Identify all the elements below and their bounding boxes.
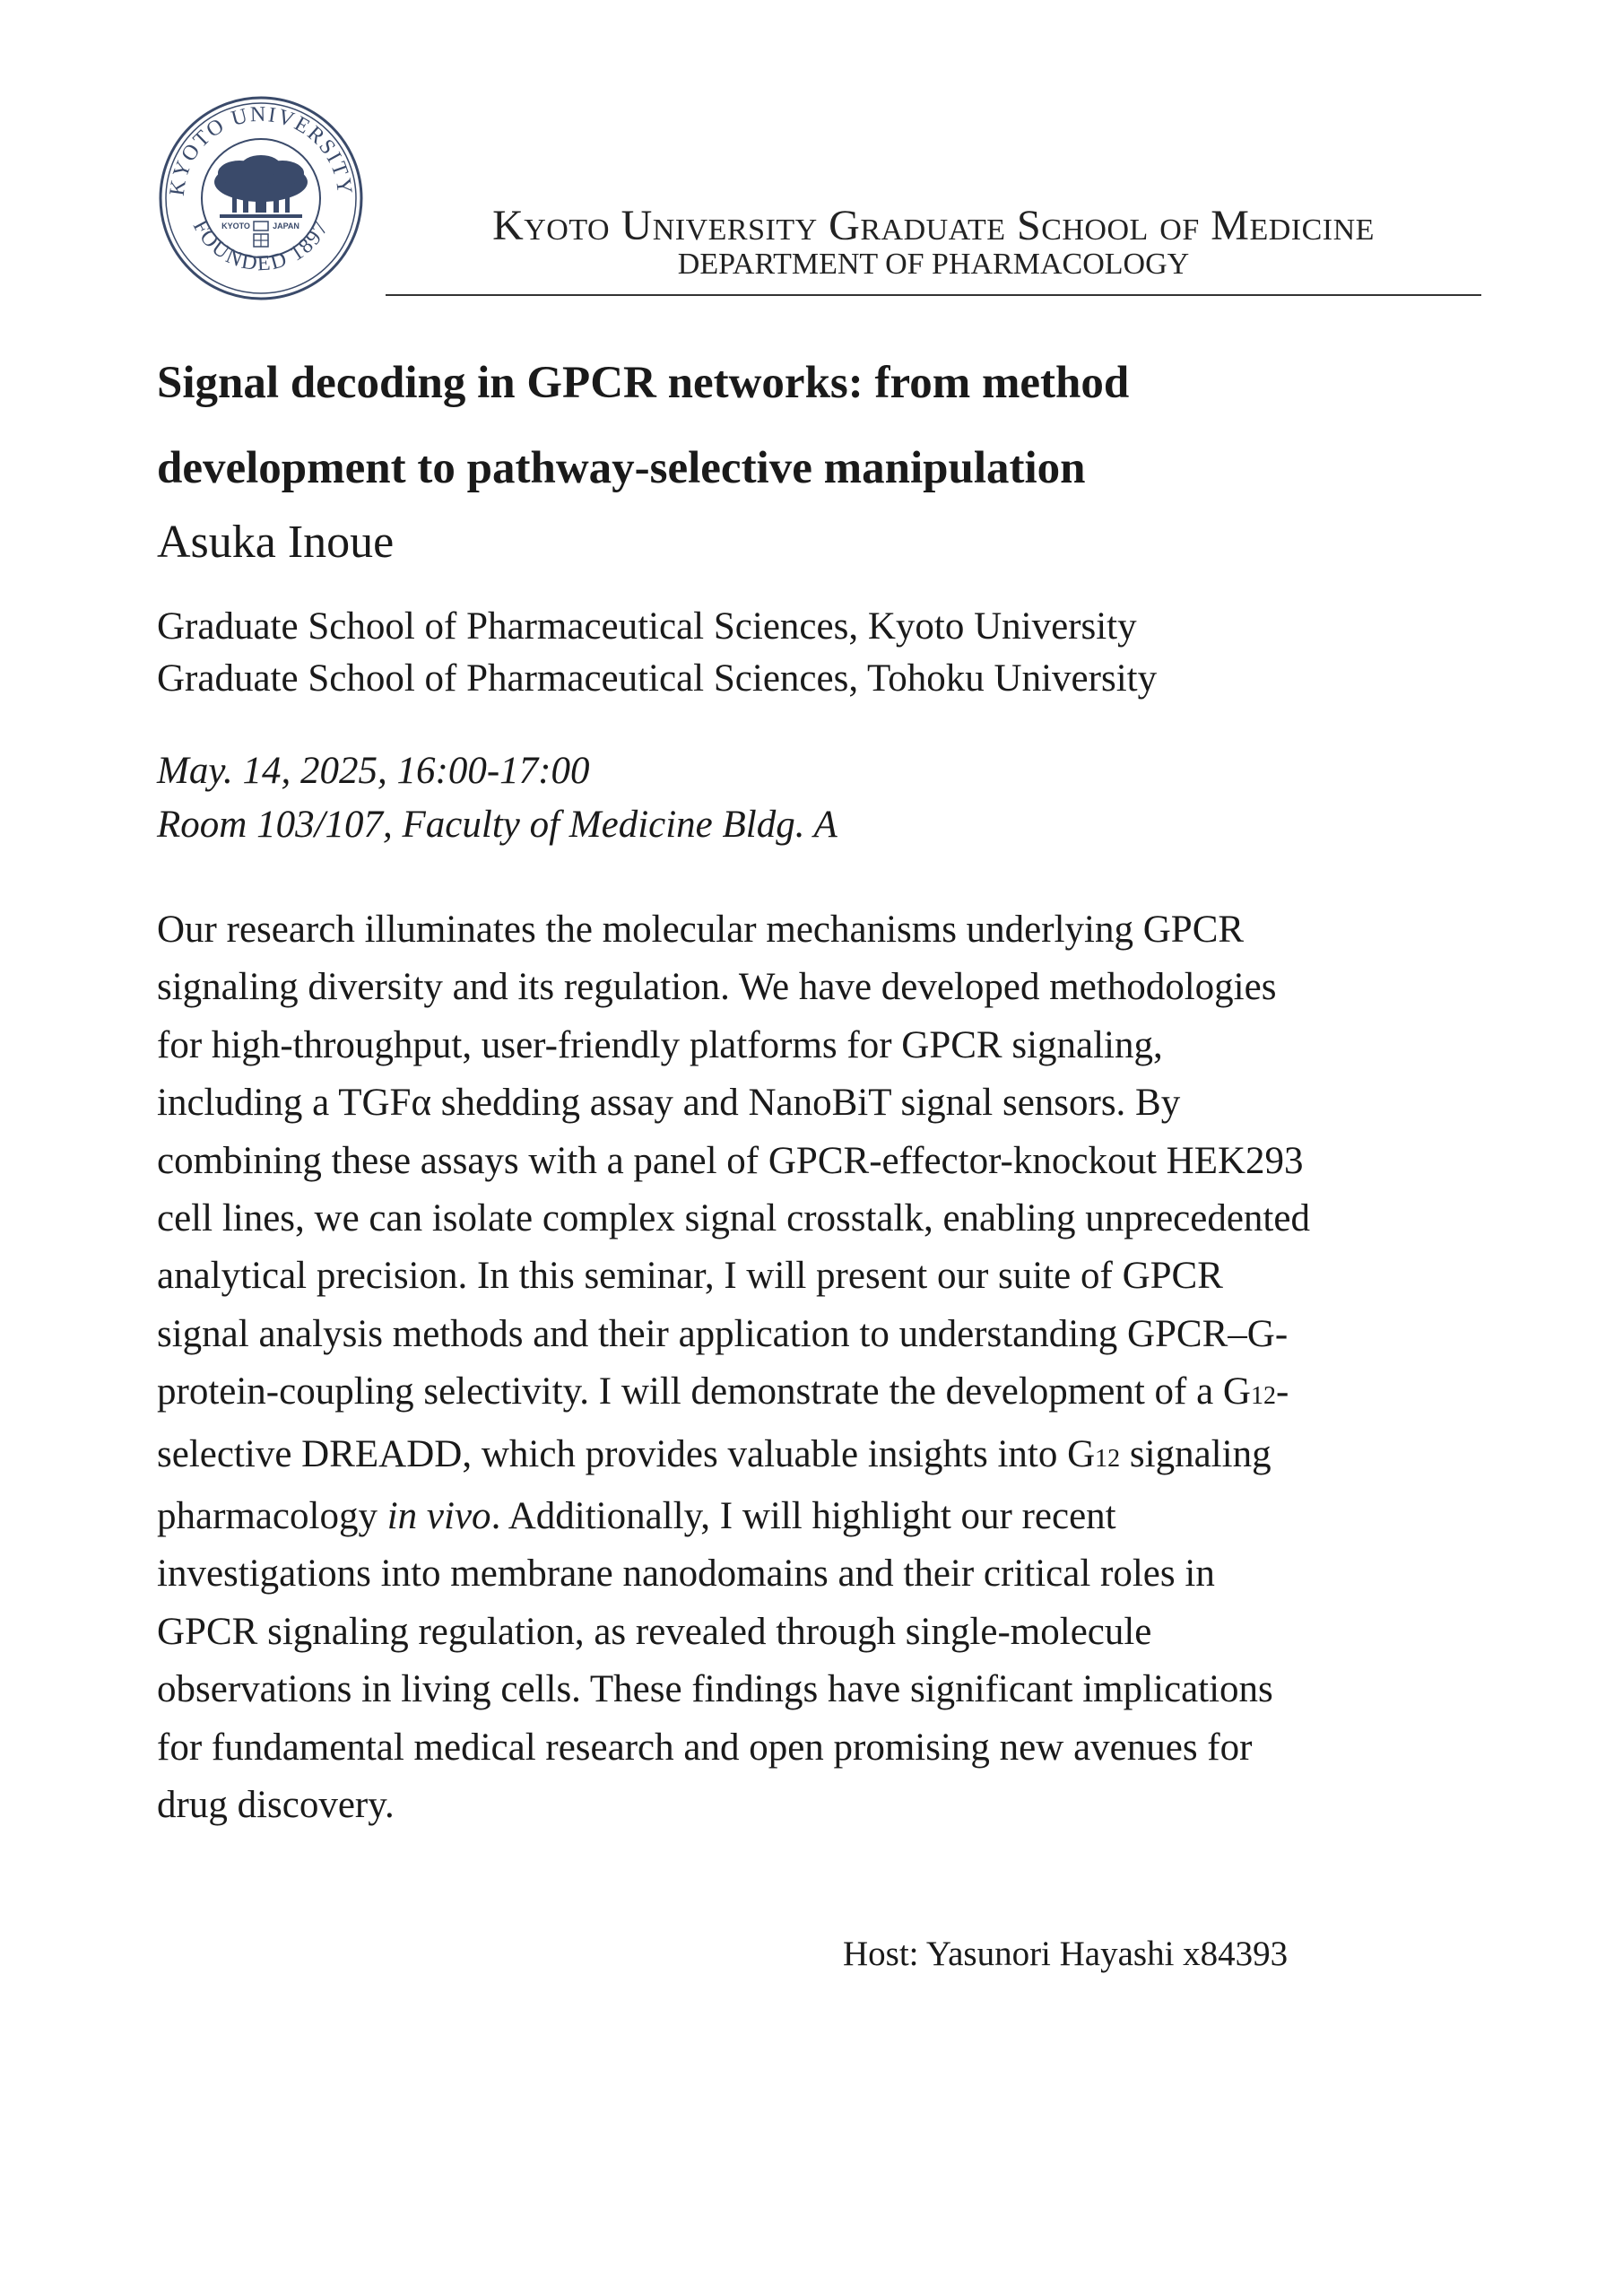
svg-text:KYOTO: KYOTO bbox=[221, 222, 250, 230]
seal-graphic bbox=[157, 94, 365, 302]
affiliation-2: Graduate School of Pharmaceutical Sciences, Tohoku University bbox=[157, 657, 1158, 700]
affiliation-1: Graduate School of Pharmaceutical Sciences, Kyoto University bbox=[157, 605, 1137, 648]
abstract-text-fragment: pharmacology bbox=[157, 1495, 387, 1538]
abstract-line: drug discovery. bbox=[157, 1784, 395, 1827]
flyer-header bbox=[386, 204, 1481, 296]
abstract-text-fragment: signaling bbox=[1120, 1432, 1271, 1475]
abstract-line: signal analysis methods and their application to understanding GPCR–G- bbox=[157, 1312, 1289, 1355]
kyoto-university-seal-logo bbox=[157, 94, 365, 302]
abstract-text-fragment: . Additionally, I will highlight our recent bbox=[490, 1495, 1116, 1538]
department-name: DEPARTMENT OF PHARMACOLOGY bbox=[677, 248, 1190, 281]
abstract-line: investigations into membrane nanodomains and their critical roles in bbox=[157, 1552, 1215, 1596]
host-contact: Host: Yasunori Hayashi x84393 bbox=[843, 1935, 1289, 1973]
abstract-line bbox=[157, 1426, 1475, 1488]
abstract-text bbox=[157, 901, 1475, 1835]
abstract-text-fragment: selective DREADD, which provides valuable insights into G bbox=[157, 1432, 1096, 1475]
abstract-text-fragment: protein-coupling selectivity. I will demonstrate the development of a G bbox=[157, 1370, 1251, 1413]
subscript: 12 bbox=[1095, 1444, 1121, 1473]
abstract-line: combining these assays with a panel of GPCR-effector-knockout HEK293 bbox=[157, 1139, 1304, 1182]
institution-name: Kyoto University Graduate School of Medicine bbox=[492, 202, 1375, 249]
svg-text:JAPAN: JAPAN bbox=[273, 222, 299, 230]
abstract-line: including a TGFα shedding assay and NanoBiT signal sensors. By bbox=[157, 1082, 1181, 1125]
speaker-name: Asuka Inoue bbox=[157, 517, 395, 568]
event-venue: Room 103/107, Faculty of Medicine Bldg. A bbox=[157, 804, 838, 846]
event-info bbox=[157, 744, 838, 852]
svg-text:KYOTO UNIVERSITY: KYOTO UNIVERSITY bbox=[165, 102, 357, 197]
speaker-affiliations bbox=[157, 601, 1157, 705]
svg-text:FOUNDED 1897: FOUNDED 1897 bbox=[187, 216, 334, 276]
abstract-line: analytical precision. In this seminar, I will present our suite of GPCR bbox=[157, 1255, 1223, 1298]
talk-title bbox=[157, 341, 1457, 511]
abstract-line: GPCR signaling regulation, as revealed through single-molecule bbox=[157, 1610, 1152, 1653]
abstract-line: Our research illuminates the molecular mechanisms underlying GPCR bbox=[157, 909, 1245, 951]
abstract-line: for high-throughput, user-friendly platforms for GPCR signaling, bbox=[157, 1023, 1163, 1066]
abstract-line bbox=[157, 1488, 1475, 1545]
italic-term: in vivo bbox=[386, 1495, 491, 1538]
event-datetime: May. 14, 2025, 16:00-17:00 bbox=[157, 750, 590, 792]
talk-title-line-1: Signal decoding in GPCR networks: from method bbox=[157, 358, 1130, 408]
abstract-line: observations in living cells. These findings have significant implications bbox=[157, 1668, 1273, 1711]
talk-title-line-2: development to pathway-selective manipulation bbox=[157, 443, 1086, 493]
abstract-line bbox=[157, 1363, 1475, 1425]
abstract-line: signaling diversity and its regulation. We have developed methodologies bbox=[157, 966, 1277, 1009]
abstract-line: cell lines, we can isolate complex signal crosstalk, enabling unprecedented bbox=[157, 1197, 1310, 1240]
subscript: 12 bbox=[1250, 1382, 1276, 1411]
abstract-line: for fundamental medical research and open promising new avenues for bbox=[157, 1726, 1253, 1769]
abstract-text-fragment: - bbox=[1275, 1370, 1289, 1413]
